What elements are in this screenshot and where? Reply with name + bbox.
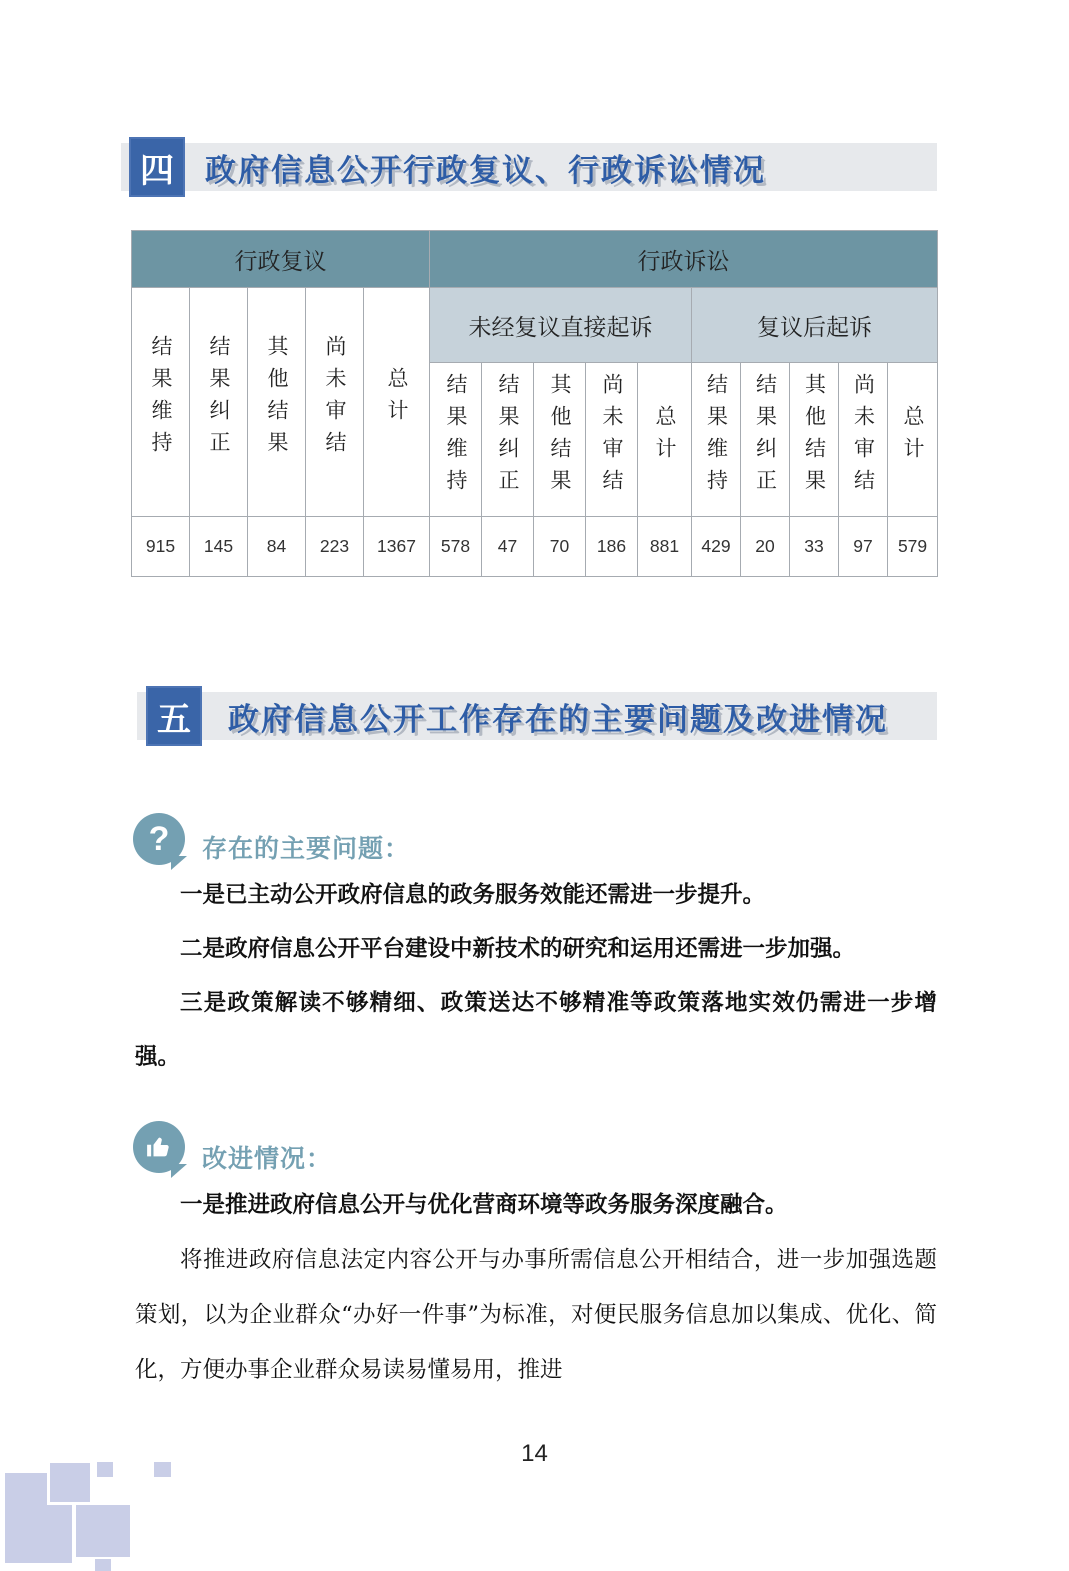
table-cell: 97 (839, 517, 888, 577)
col-header: 总计 (638, 363, 692, 517)
table-cell: 47 (482, 517, 534, 577)
section-5-header-bar (137, 692, 937, 740)
table-cell: 186 (586, 517, 638, 577)
table-cell: 579 (888, 517, 938, 577)
table-cell: 578 (430, 517, 482, 577)
col-header: 结果纠正 (741, 363, 790, 517)
problem-item-2: 二是政府信息公开平台建设中新技术的研究和运用还需进一步加强。 (180, 936, 856, 962)
table-cell: 1367 (364, 517, 430, 577)
group-header-reconsideration: 行政复议 (132, 231, 430, 288)
col-header: 尚未审结 (586, 363, 638, 517)
table-data-row (132, 517, 938, 577)
table-cell: 223 (306, 517, 364, 577)
section-5-title: 政府信息公开工作存在的主要问题及改进情况 (228, 701, 888, 737)
col-header: 总计 (364, 288, 430, 517)
improvement-bold-item: 一是推进政府信息公开与优化营商环境等政务服务深度融合。 (180, 1192, 788, 1218)
improvements-label: 改进情况： (202, 1145, 333, 1173)
col-header: 其他结果 (790, 363, 839, 517)
col-header: 结果纠正 (482, 363, 534, 517)
review-litigation-table (131, 230, 938, 577)
table-cell: 20 (741, 517, 790, 577)
problems-paragraphs (135, 868, 937, 1084)
table-cell: 915 (132, 517, 190, 577)
col-header: 尚未审结 (306, 288, 364, 517)
deco-square-small-2 (154, 1462, 171, 1477)
question-bubble-icon: ? (133, 813, 191, 875)
group-header-litigation: 行政诉讼 (430, 231, 938, 288)
section-5-number-badge (146, 686, 202, 746)
table-cell: 881 (638, 517, 692, 577)
problem-item-1: 一是已主动公开政府信息的政务服务效能还需进一步提升。 (180, 882, 766, 908)
section-4-header-bar (121, 143, 937, 191)
page-number: 14 (521, 1440, 548, 1467)
col-header: 总计 (888, 363, 938, 517)
section-4-title: 政府信息公开行政复议、行政诉讼情况 (205, 152, 766, 188)
subgroup-header-direct-suit: 未经复议直接起诉 (430, 288, 692, 363)
col-header: 结果纠正 (190, 288, 248, 517)
col-header: 其他结果 (248, 288, 306, 517)
improvement-paragraph: 将推进政府信息法定内容公开与办事所需信息公开相结合，进一步加强选题策划，以为企业群众“办好一件事”为标准，对便民服务信息加以集成、优化、简化，方便办事企业群众易读易懂易用，推进 (135, 1247, 937, 1383)
table-cell: 70 (534, 517, 586, 577)
deco-square-medium-top (47, 1460, 93, 1505)
col-header: 其他结果 (534, 363, 586, 517)
thumbs-up-bubble-icon (133, 1121, 191, 1183)
section-4-number: 四 (140, 151, 174, 190)
col-header: 尚未审结 (839, 363, 888, 517)
deco-square-medium-right (73, 1502, 133, 1560)
improvements-paragraphs (135, 1178, 937, 1398)
problems-label: 存在的主要问题： (202, 835, 411, 863)
section-5-number: 五 (157, 700, 191, 739)
section-4-number-badge (129, 137, 185, 197)
deco-square-small-1 (97, 1462, 113, 1477)
thumbs-up-glyph (144, 1132, 174, 1162)
table-cell: 145 (190, 517, 248, 577)
table-cell: 33 (790, 517, 839, 577)
table-group-header-row (132, 231, 938, 288)
subgroup-header-suit-after-review: 复议后起诉 (692, 288, 938, 363)
deco-square-bottom (95, 1559, 111, 1571)
col-header: 结果维持 (430, 363, 482, 517)
table-cell: 84 (248, 517, 306, 577)
col-header: 结果维持 (132, 288, 190, 517)
problem-item-3: 三是政策解读不够精细、政策送达不够精准等政策落地实效仍需进一步增强。 (135, 990, 937, 1070)
table-cell: 429 (692, 517, 741, 577)
col-header: 结果维持 (692, 363, 741, 517)
table-subgroup-header-row (132, 288, 938, 363)
